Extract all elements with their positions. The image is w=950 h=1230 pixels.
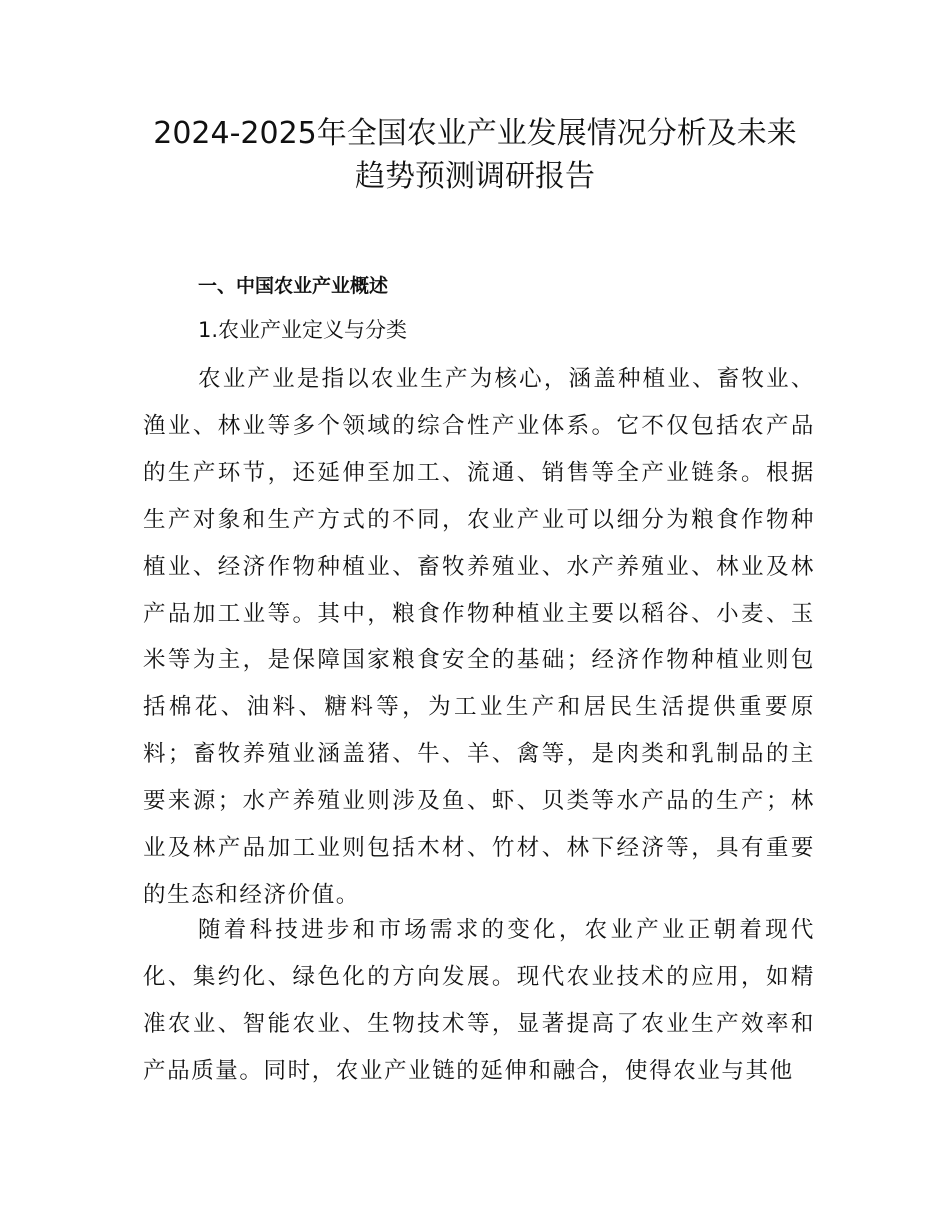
section-heading: 一、中国农业产业概述 (198, 275, 389, 297)
title-line-1: 2024-2025年全国农业产业发展情况分析及未来 (153, 116, 797, 151)
body-paragraph: 随着科技进步和市场需求的变化，农业产业正朝着现代化、集约化、绿色化的方向发展。现代农业技术的应用，如精准农业、智能农业、生物技术等，显著提高了农业生产效率和产品质量。同时，农业产业链的延伸和融合，使得农业与其他 (143, 917, 815, 1084)
subsection-heading: 1.农业产业定义与分类 (198, 318, 408, 342)
body-paragraph: 农业产业是指以农业生产为核心，涵盖种植业、畜牧业、渔业、林业等多个领域的综合性产业体系。它不仅包括农产品的生产环节，还延伸至加工、流通、销售等全产业链条。根据生产对象和生产方式的不同，农业产业可以细分为粮食作物种植业、经济作物种植业、畜牧养殖业、水产养殖业、林业及林产品加工业等。其中，粮食作物种植业主要以稻谷、小麦、玉米等为主，是保障国家粮食安全的基础；经济作物种植业则包括棉花、油料、糖料等，为工业生产和居民生活提供重要原料；畜牧养殖业涵盖猪、牛、羊、禽等，是肉类和乳制品的主要来源；水产养殖业则涉及鱼、虾、贝类等水产品的生产；林业及林产品加工业则包括木材、竹材、林下经济等，具有重要的生态和经济价值。 (143, 366, 815, 908)
title-line-2: 趋势预测调研报告 (355, 159, 595, 194)
document-title (80, 112, 870, 198)
